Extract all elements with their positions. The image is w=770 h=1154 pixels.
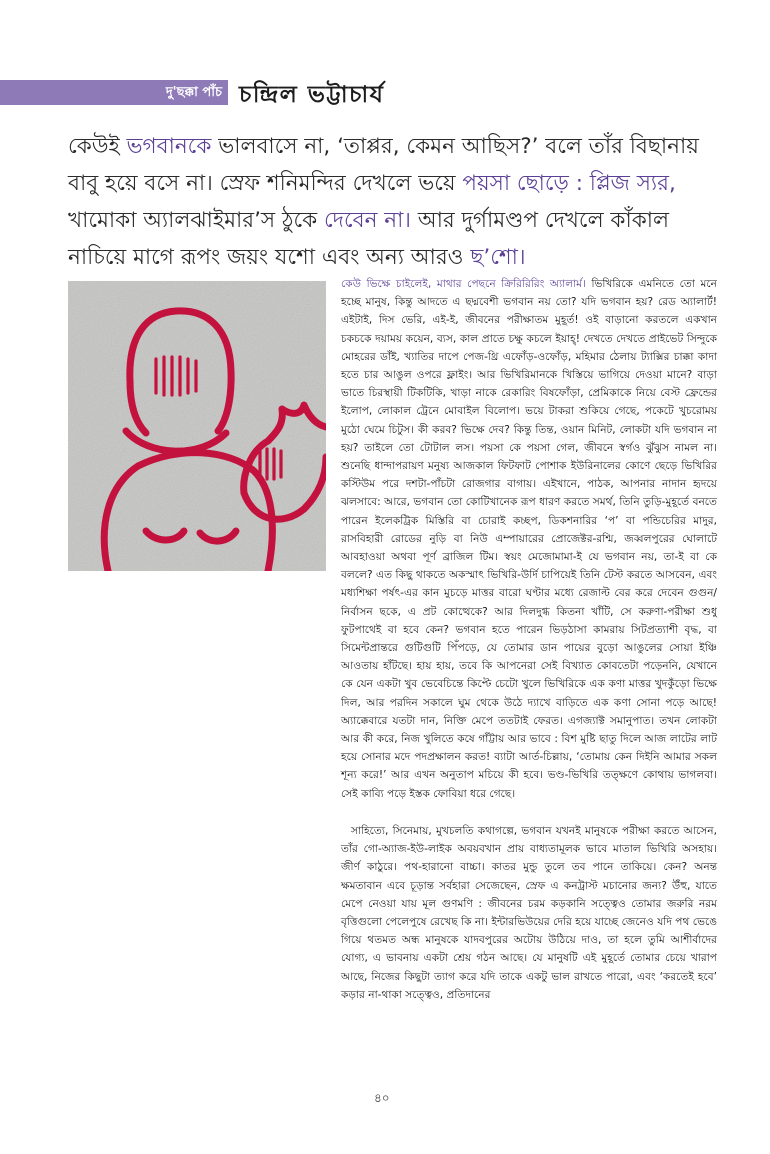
lead-sentence: কেউ ভিক্ষে চাইলেই, মাথার পেছনে ক্রিরিরিরিং অ্যালার্ম। [341,278,586,290]
column-header-band [0,80,228,105]
graffiti-photo [68,281,326,571]
page-number: ৪০ [374,1091,390,1105]
intro-highlight: দেবেন না। [323,208,411,233]
body-paragraph [341,275,717,803]
author-name: চন্দ্রিল ভট্টাচার্য [239,82,385,108]
intro-highlight: ছ’শো। [470,245,526,270]
body-paragraph: সাহিত্যে, সিনেমায়, মুখচলতি কথাগল্পে, ভগবান যখনই মানুষকে পরীক্ষা করতে আসেন, তাঁর গো-অ্যাজ-ইউ-লাইক অবয়বখান প্রায় বাধ্যতামূলক ভাবে মাতাল ভিখিরি অসহায়। জীর্ণ কাঠুরে। পথ-হারানো বাচ্চা। কাতর মুন্ডু তুলে তব পানে তাকিয়ে। কেন? অনন্ত ক্ষমতাবান এবে চূড়ান্ত সর্বহারা সেজেছেন, স্রেফ এ কনট্রাস্ট মচানোর জন্য? উঁহু, যাতে মেপে নেওয়া যায় মূল গুণমণি : জীবনের চরম কড়কানি সত্ত্বেও তোমার জরুরি নরম বৃত্তিগুলো পেলেপুষে রেখেছ কি না। ইন্টারভিউয়ের দেরি হয়ে যাচ্ছে জেনেও যদি পথ ভেঙে গিয়ে থতমত অন্ধ মানুষকে যাদবপুরের অটোয় উঠিয়ে দাও, তা হলে তুমি আশীর্বাদের যোগ্য, এ ভাবনায় একটা শ্রেয় গঠন আছে। যে মানুষটি এই মুহূর্তে তোমার চেয়ে খারাপ আছে, নিজের কিছুটা ত্যাগ করে যদি তাকে একটু ভাল রাখতে পারো, এবং ‘করতেই হবে’ কড়ার না-থাকা সত্ত্বেও, প্রতিদানের [341,824,717,1001]
graffiti-illustration [68,281,326,571]
intro-text: আর দুর্গামণ্ডপ দেখলে কাঁকাল নাচিয়ে মাগে রূপং জয়ং যশো এবং অন্য আরও [68,208,669,270]
intro-text: কেউই [68,134,127,159]
paragraph-text: ভিখিরিকে এমনিতে তো মনে হচ্ছে মানুষ, কিন্তু আদতে এ ছদ্মবেশী ভগবান নয় তো? যদি ভগবান হয়? রেড অ্যালার্ট! এইটাই, দিস ভেরি, এই-ই, জীবনের পরীক্ষাতম মুহূর্ত! ওই বাড়ানো করতলে একখান চকচকে দয়াময় কয়েন, ব্যস, কাল প্রাতে চক্ষু কচলে ইয়াহ্! দেখতে দেখতে প্রাইভেট সিন্দুকে মোহরের ডাঁই, খ্যাতির দাপে পেজ-থ্রি এফোঁড়-ওফোঁড়, মহিমার ঠেলায় ট্যাক্সির চাক্কা কাদা হতে চার আঙুল ওপরে ফ্লাইং। আর ভিখিরিমানকে খিস্তিয়ে ভাগিয়ে দেওয়া মানে? বাড়া ভাতে চিরস্থায়ী টিকটিকি, খাড়া নাকে রেকারিং বিষফোঁড়া, প্রেমিকাকে নিয়ে বেস্ট ফ্রেন্ডের ইলোপ, লোকাল ট্রেনে মোবাইল বিলোপ। ভয়ে টাকরা শুকিয়ে গেছে, পকেটে খুচরোময় মুঠো ঘেমে চিটুস। কী করব? ভিক্ষে দেব? কিন্তু তিন্ত, ওয়ান মিনিট, লোকটা যদি ভগবান না হয়? তাইলে তো টোটাল লস। পয়সা কে পয়সা গেল, জীবনে স্বর্গও ঝুঁঝুস নামল না। শুনেছি ধান্দাপরায়ণ মনুষ্য আজকাল ফিটফাট পোশাক ইউরিনালের কোণে ছেড়ে ভিখিরির কস্টিউম পরে দশটা-পাঁচটা রোজগার বাগায়। এইখানে, পাঠক, আপনার নাদান হৃদয়ে ঝলসাবে: আরে, ভগবান তো কোটিখানেক রূপ ধারণ করতে সমর্থ, তিনি তুড়ি-মুহূর্তে বনতে পারেন ইলেকট্রিক মিস্তিরি বা চোরাই কচ্ছপ, ডিকশনারির ‘প’ বা পন্ডিচেরির মাদুর, রাসবিহারী রোডের নুড়ি বা নিউ এম্পায়ারের প্রোজেক্টর-রশ্মি, জব্বলপুরের ঘোলাটে আবহাওয়া অথবা পূর্ণ ব্রাজিল টিম। স্বয়ং মেজোমামা-ই যে ভগবান নয়, তা-ই বা কে বললে? এত কিছু থাকতে অকস্মাৎ ভিখিরি-উর্দি চাপিয়েই তিনি টেস্ট করতে আসবেন, এবং মধ্যশিক্ষা পর্ষৎ-এর কান মুচড়ে মাত্তর বারো ঘণ্টার মধ্যে রেজাল্ট বের করে দেবেন গুগুন/ নির্বাসন ছকে, এ প্রট কোত্থেকে? আর দিলদুগ্ধ কিতনা খাঁটি, সে করুণা-পরীক্ষা শুধু ফুটপাথেই বা হবে কেন? ভগবান হতে পারেন ভিড়ঠাসা কামরায় সিটপ্রত্যাশী বৃদ্ধ, বা সিমেন্টপ্রান্তরে গুটিগুটি পিঁপড়ে, যে তোমার ডান পায়ের বুড়ো আঙুলের সোয়া ইঞ্চি আওতায় হাঁটছে। হায় হায়, তবে কি আপনেরা সেই বিখ্যাত কোবতেটা পড়েননি, যেখানে কে যেন একটা খুব ভেবেচিন্তে কিপ্টে চেটো খুলে ভিখিরিকে এক কণা মাত্তর খুদকুঁড়ো ভিক্ষে দিল, আর পরদিন সকালে ঘুম থেকে উঠে দ্যাখে বাড়িতে এক কণা সোনা পড়ে আছে! অ্যাক্কেবারে যতটা দান, নিক্তি মেপে ততটাই ফেরত। এগজ্যাক্ট সমানুপাত। তখন লোকটা আর কী করে, নিজ খুলিতে কষে গাঁট্টায় আর ভাবে : বিশ মুষ্টি ছাতু দিলে আজ লাটের লাট হয়ে সোনার মদে পদপ্রক্ষালন করত! ব্যাটা আর্ত-চিল্লায়, ‘তোমায় কেন দিইনি আমার সকল শূন্য করে!’ আর এখন অনুতাপ মচিয়ে কী হবে। ভণ্ড-ভিখিরি তত্ক্ষণে কোথায় ভাগলবা। সেই কাব্যি পড়ে ইস্তক ফোবিয়া ধরে গেছে। [341,278,717,800]
intro-text: ভালবাসে না, ‘তাপ্পর, কেমন আছিস?’ বলে তাঁর বিছানায় বাবু হয়ে বসে না। স্রেফ শনিমন্দির দেখলে ভয়ে [68,134,699,196]
intro-text: খামোকা অ্যালঝাইমার’স ঠুকে [68,208,324,233]
intro-highlight: পয়সা ছোড়ে : প্লিজ স্যর, [462,171,676,196]
column-name: দু'ছক্কা পাঁচ [165,85,222,100]
intro-paragraph [68,128,708,276]
article-body [341,275,717,1004]
intro-highlight: ভগবানকে [126,134,212,159]
